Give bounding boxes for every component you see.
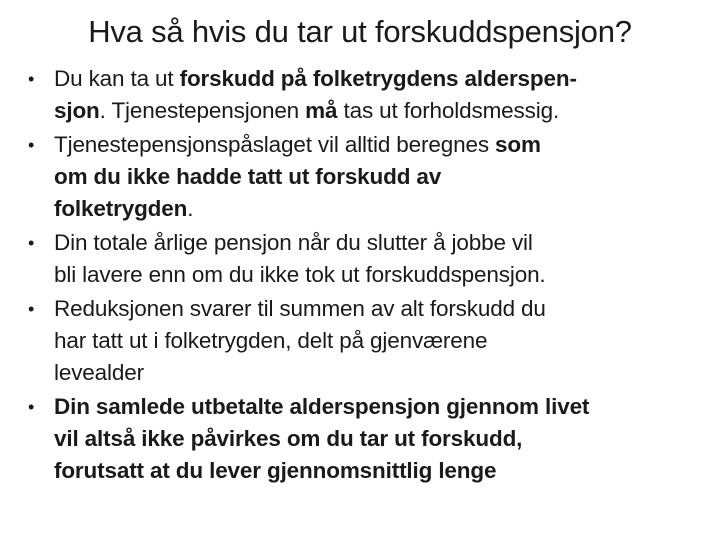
bold-text: vil altså ikke påvirkes om du tar ut forskudd,: [54, 426, 523, 451]
bullet-line: [54, 161, 698, 193]
bullet-line: [54, 455, 698, 487]
bullet-item: [28, 227, 698, 291]
bullet-marker: •: [28, 299, 35, 319]
bold-text: må: [305, 98, 338, 123]
bold-text: Din samlede utbetalte alderspensjon gjennom livet: [54, 394, 590, 419]
bullet-line: [54, 293, 698, 325]
bullet-line: [54, 95, 698, 127]
bullet-marker: •: [28, 397, 35, 417]
bullet-line: [54, 193, 698, 225]
body-text: . Tjenestepensjonen: [99, 98, 306, 123]
bullet-item: [28, 293, 698, 389]
body-text: .: [187, 196, 194, 221]
bullet-item: [28, 63, 698, 127]
body-text: Du kan ta ut: [54, 66, 180, 91]
bullet-line: [54, 357, 698, 389]
bullet-item: [28, 391, 698, 487]
body-text: Din totale årlige pensjon når du slutter å jobbe vil: [54, 230, 533, 255]
bullet-marker: •: [28, 233, 35, 253]
bullet-list: [28, 63, 698, 489]
body-text: bli lavere enn om du ikke tok ut forskuddspensjon.: [54, 262, 546, 287]
bullet-item: [28, 129, 698, 225]
bold-text: sjon: [54, 98, 100, 123]
bullet-line: [54, 129, 698, 161]
body-text: har tatt ut i folketrygden, delt på gjenværene: [54, 328, 488, 353]
bullet-line: [54, 259, 698, 291]
bullet-marker: •: [28, 135, 35, 155]
slide-title: Hva så hvis du tar ut forskuddspensjon?: [88, 14, 632, 49]
body-text: tas ut forholdsmessig.: [337, 98, 560, 123]
body-text: Tjenestepensjonspåslaget vil alltid beregnes: [54, 132, 496, 157]
bullet-line: [54, 325, 698, 357]
bullet-marker: •: [28, 69, 35, 89]
bullet-line: [54, 391, 698, 423]
bold-text: folketrygden: [54, 196, 188, 221]
bold-text: om du ikke hadde tatt ut forskudd av: [54, 164, 442, 189]
bold-text: som: [495, 132, 541, 157]
bold-text: forutsatt at du lever gjennomsnittlig lenge: [54, 458, 497, 483]
bullet-line: [54, 423, 698, 455]
bold-text: forskudd på folketrygdens alderspen-: [179, 66, 577, 91]
bullet-line: [54, 227, 698, 259]
bullet-line: [54, 63, 698, 95]
body-text: Reduksjonen svarer til summen av alt forskudd du: [54, 296, 546, 321]
body-text: levealder: [54, 360, 144, 385]
